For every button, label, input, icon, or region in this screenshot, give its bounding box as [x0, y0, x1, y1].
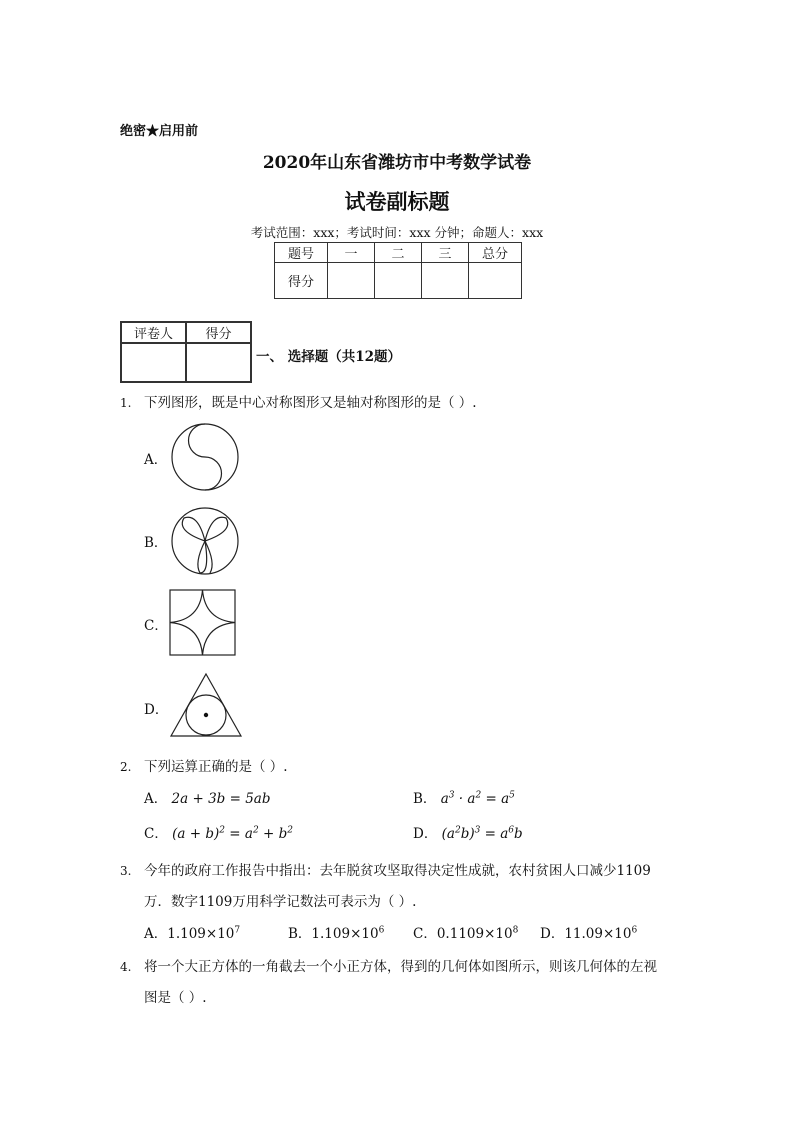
- option-value: 1.109×10: [311, 926, 379, 942]
- taiji-circle-figure: [168, 420, 242, 494]
- exam-subtitle: 试卷副标题: [344, 189, 450, 214]
- exam-title: 2020年山东省潍坊市中考数学试卷: [262, 153, 532, 173]
- question-number: 4.: [120, 960, 132, 974]
- option-label: D．: [413, 826, 438, 842]
- option-value: 0.1109×10: [436, 926, 513, 942]
- grader-header-cell: 得分: [186, 322, 251, 343]
- section-heading: 一、 选择题（共12题）: [256, 349, 401, 365]
- grader-cell[interactable]: [121, 343, 186, 382]
- confidential-label: 绝密★启用前: [120, 124, 199, 139]
- option-c: [144, 822, 293, 842]
- option-label: B．: [413, 791, 437, 807]
- option-label: B．: [144, 535, 168, 551]
- question-3-continued: 万．数字1109万用科学记数法可表示为（ ）.: [144, 894, 417, 910]
- option-label: A．: [144, 452, 168, 468]
- question-number: 1.: [120, 396, 132, 410]
- question-number: 2.: [120, 760, 132, 774]
- grader-table: [120, 321, 252, 383]
- question-3: [120, 859, 651, 879]
- option-label: C．: [144, 826, 168, 842]
- grader-cell[interactable]: [186, 343, 251, 382]
- score-cell[interactable]: [328, 263, 375, 299]
- score-header-cell: 一: [328, 243, 375, 263]
- option-label: C．: [413, 926, 437, 942]
- question-4-continued: 图是（ ）.: [144, 990, 207, 1006]
- exponent: 7: [234, 925, 241, 936]
- question-text: 将一个大正方体的一角截去一个小正方体，得到的几何体如图所示，则该几何体的左视: [144, 959, 657, 975]
- option-label: D．: [540, 926, 565, 942]
- option-c: [413, 922, 518, 942]
- triangle-incircle-figure: [168, 672, 244, 740]
- option-b: [413, 787, 515, 807]
- option-label: A．: [144, 926, 168, 942]
- question-text: 下列图形，既是中心对称图形又是轴对称图形的是（ ）.: [144, 395, 477, 411]
- score-header-cell: 题号: [275, 243, 328, 263]
- exponent: 6: [631, 925, 638, 936]
- four-point-star-figure: [169, 589, 237, 657]
- exam-info: 考试范围：xxx；考试时间：xxx 分钟；命题人：xxx: [250, 225, 544, 240]
- question-1: [120, 391, 477, 411]
- exponent: 6: [378, 925, 385, 936]
- option-label: B．: [288, 926, 312, 942]
- score-header-cell: 二: [375, 243, 422, 263]
- question-number: 3.: [120, 864, 132, 878]
- score-cell[interactable]: [422, 263, 469, 299]
- option-value: 11.09×10: [564, 926, 632, 942]
- score-header-cell: 总分: [469, 243, 522, 263]
- math-expression: $a^3 \cdot a^2 = a^5$: [440, 790, 515, 807]
- question-2: [120, 755, 288, 775]
- score-cell[interactable]: [375, 263, 422, 299]
- score-header-cell: 三: [422, 243, 469, 263]
- exponent: 8: [512, 925, 519, 936]
- three-petal-figure: [168, 503, 242, 577]
- option-d: [540, 922, 637, 942]
- option-label: D．: [144, 702, 169, 718]
- math-expression: $(a + b)^2 = a^2 + b^2$: [172, 825, 293, 842]
- option-a: [144, 787, 270, 807]
- math-expression: $(a^2b)^3 = a^6b$: [441, 825, 523, 842]
- option-b: [288, 922, 384, 942]
- option-label: A．: [144, 791, 168, 807]
- option-label: C．: [144, 618, 168, 634]
- option-value: 1.109×10: [167, 926, 235, 942]
- score-table: [274, 242, 522, 299]
- grader-header-cell: 评卷人: [121, 322, 186, 343]
- math-expression: 2a + 3b = 5ab: [171, 791, 271, 807]
- question-4: [120, 955, 657, 975]
- question-text: 今年的政府工作报告中指出：去年脱贫攻坚取得决定性成就，农村贫困人口减少1109: [144, 863, 651, 879]
- score-row-label: 得分: [275, 263, 328, 299]
- score-cell[interactable]: [469, 263, 522, 299]
- option-d: [413, 822, 523, 842]
- option-a: [144, 922, 240, 942]
- question-text: 下列运算正确的是（ ）.: [144, 759, 288, 775]
